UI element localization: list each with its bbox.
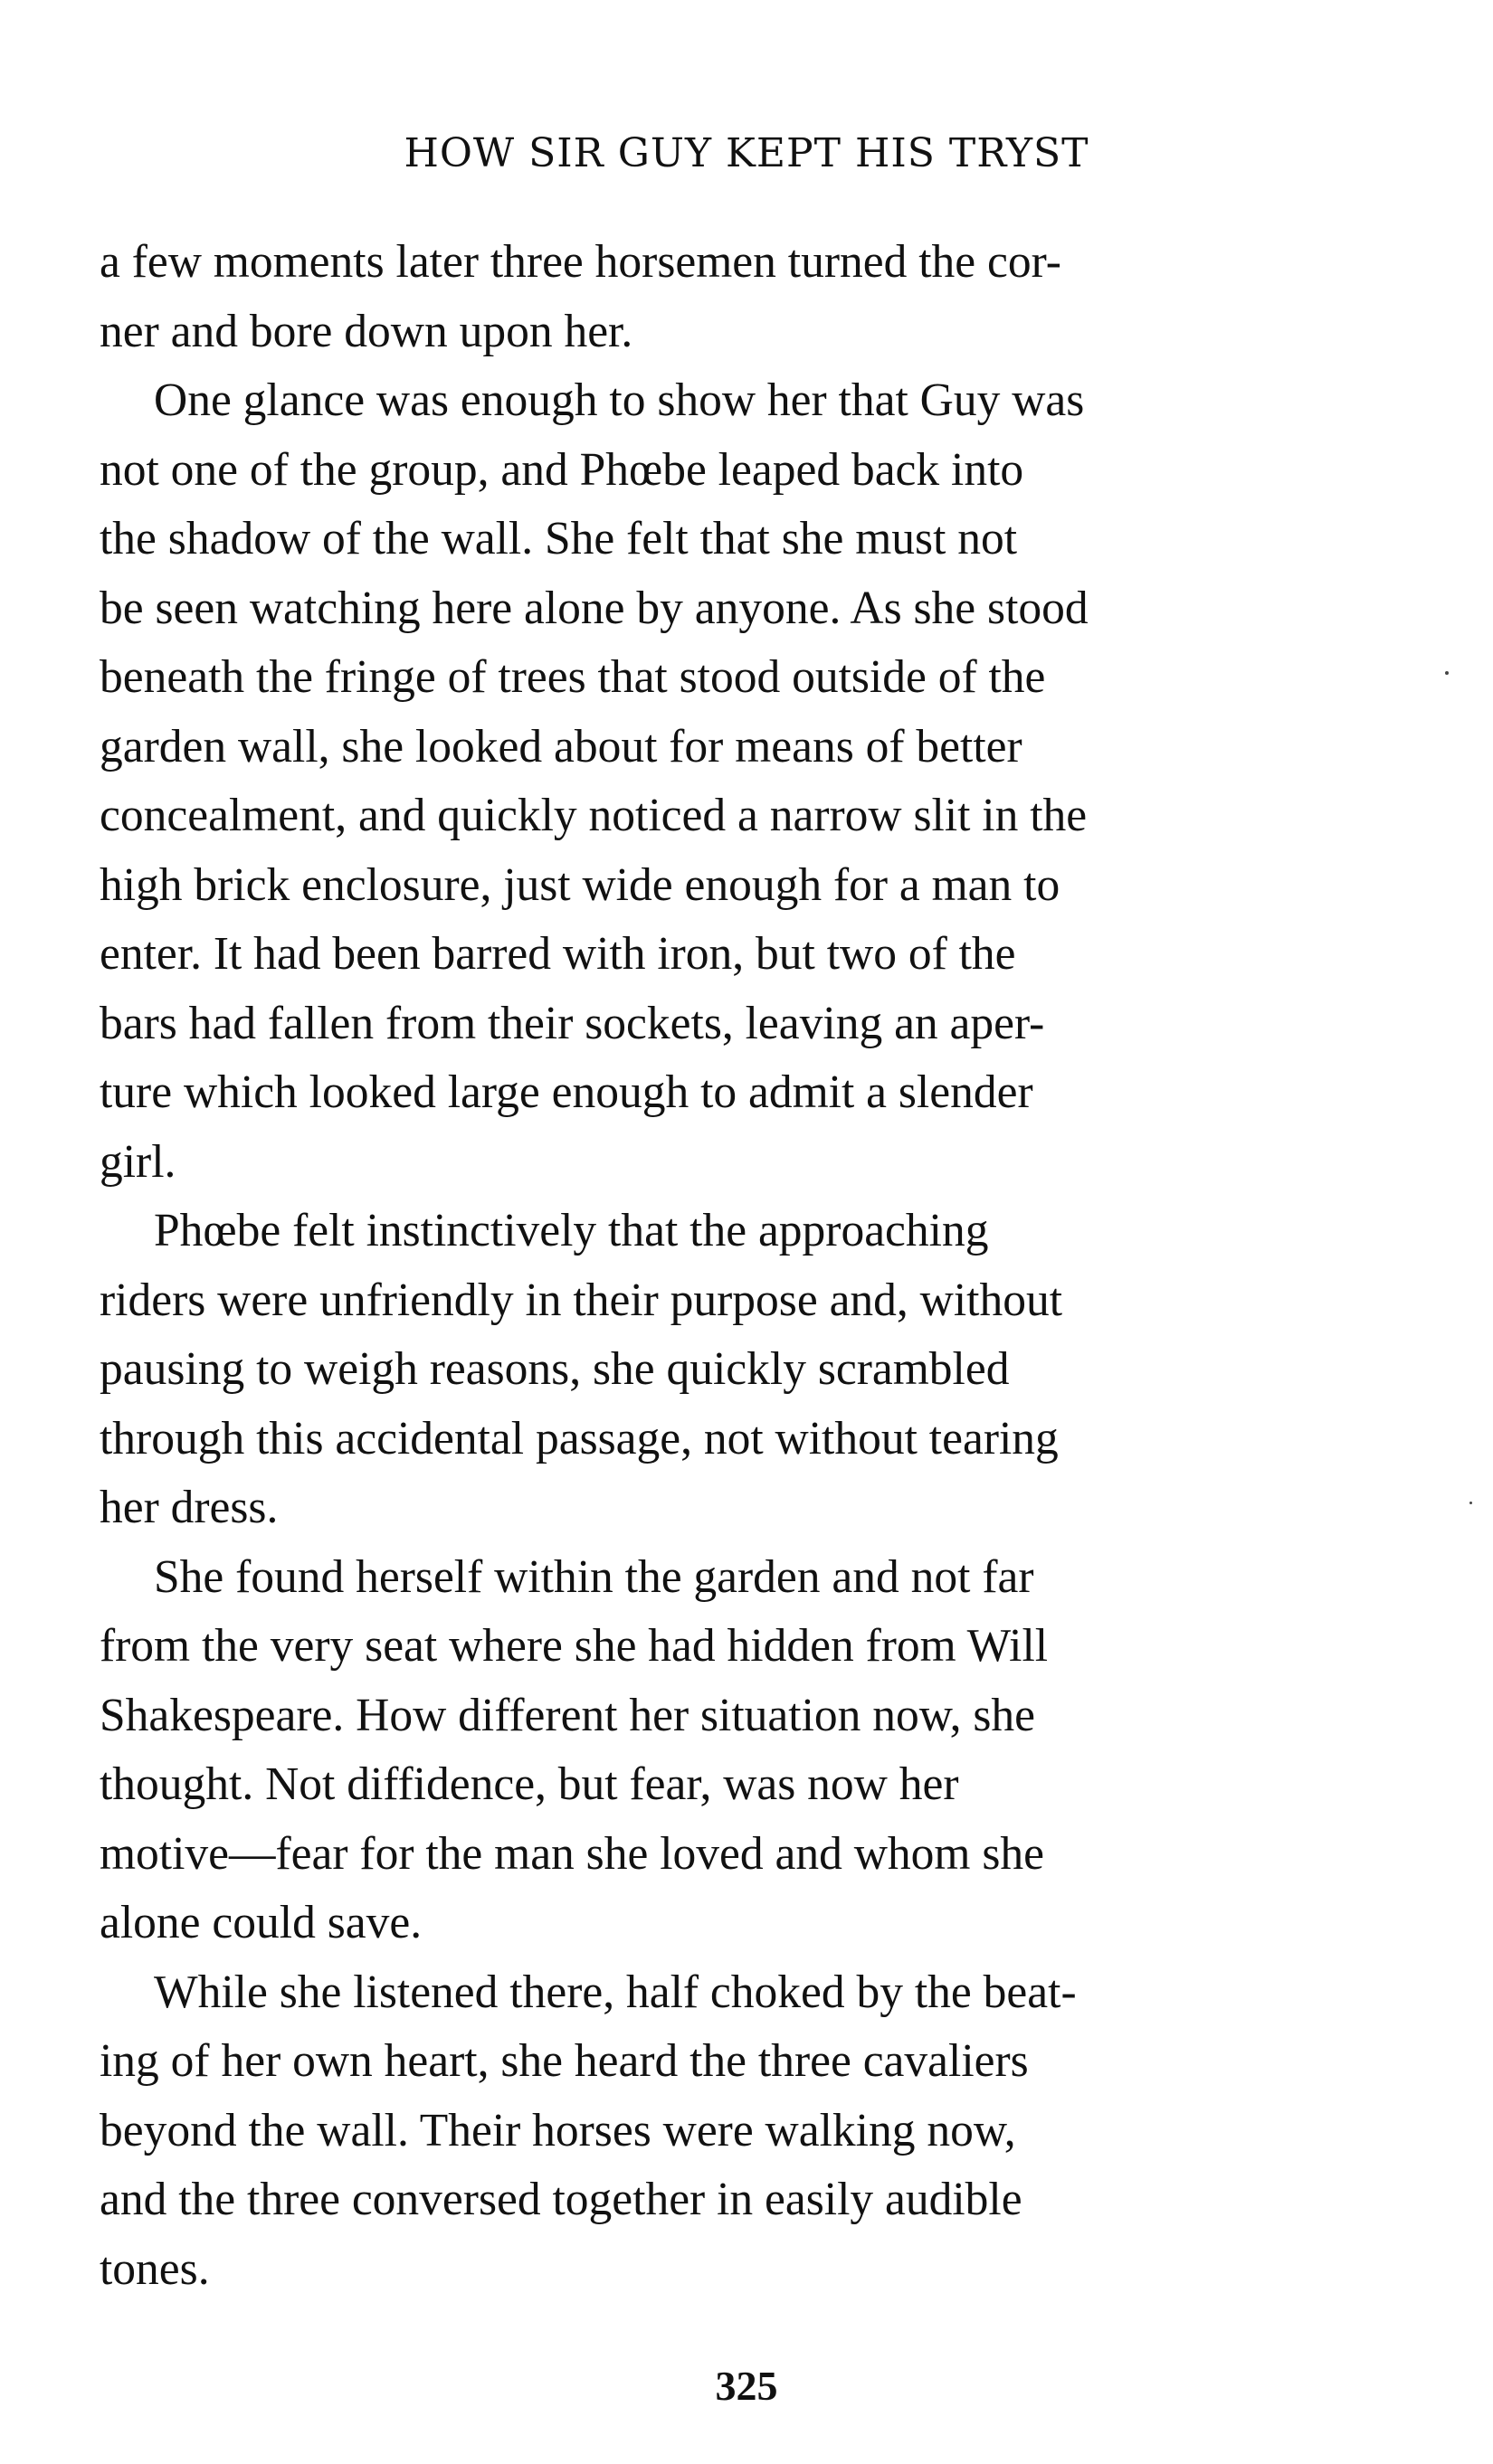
- paragraph: While she listened there, half choked by the beat- ing of her own heart, she heard the three cavaliers beyond the wall. Their horses were walking now, and the three conversed together in easily audible tones.: [100, 1966, 1077, 2295]
- page-number: 325: [715, 2363, 778, 2409]
- body-text: [100, 228, 1308, 2304]
- print-speck: [1445, 671, 1449, 675]
- print-speck: [1469, 1502, 1472, 1504]
- paragraph: She found herself within the garden and not far from the very seat where she had hidden from Will Shakespeare. How different her situation now, she thought. Not diffidence, but fear, was now her motive—fear for the man she loved and whom she alone could save.: [100, 1550, 1049, 1948]
- running-head: HOW SIR GUY KEPT HIS TRYST: [404, 130, 1089, 176]
- paragraph-continued: a few moments later three horsemen turned the cor- ner and bore down upon her.: [100, 236, 1061, 357]
- paragraph: Phœbe felt instinctively that the approaching riders were unfriendly in their purpose and, without pausing to weigh reasons, she quickly scrambled through this accidental passage, not without tearing her dress.: [100, 1205, 1063, 1533]
- paragraph: One glance was enough to show her that Guy was not one of the group, and Phœbe leaped back into the shadow of the wall. She felt that she must not be seen watching here alone by anyone. As she stood beneath the fringe of trees that stood outside of the garden wall, she looked about for means of better concealment, and quickly noticed a narrow slit in the high brick enclosure, just wide enough for a man to enter. It had been barred with iron, but two of the bars had fallen from their sockets, leaving an aper- ture which looked large enough to admit a slender girl.: [100, 374, 1089, 1188]
